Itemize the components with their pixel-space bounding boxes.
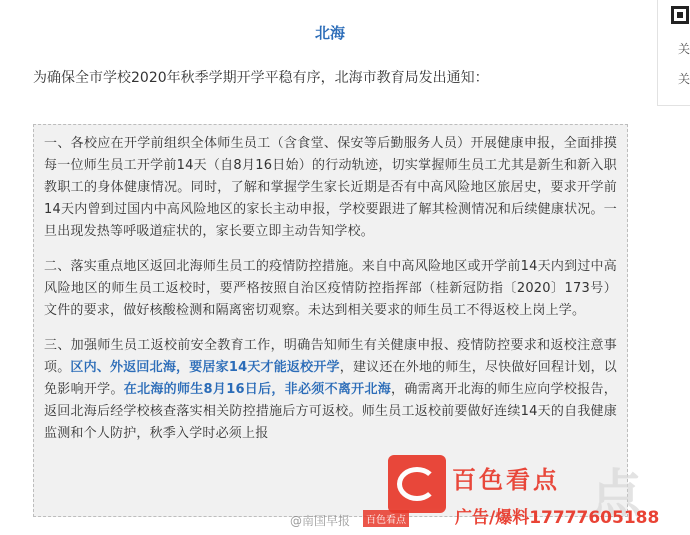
paragraph-text: ，建议还在外地的师生，尽快做好回程计划，以免影响开学。 bbox=[44, 360, 617, 397]
paragraph-text: 二、落实重点地区返回北海师生员工的疫情防控措施。来自中高风险地区或开学前14天内到过中高风险地区的师生员工返校时，要严格按照自治区疫情防控指挥部（桂新冠防指〔2020〕173号）文件的要求，做好核酸检测和隔离密切观察。未达到相关要求的师生员工不得返校上岗上学。 bbox=[44, 259, 617, 318]
qr-code-icon[interactable] bbox=[671, 6, 689, 24]
side-widget[interactable] bbox=[657, 0, 690, 106]
paragraph-text: 三、加强师生员工返校前安全教育工作，明确告知师生有关健康申报、疫情防控要求和返校注意事项。 bbox=[44, 338, 617, 375]
highlighted-text: 区内、外返回北海，要居家14天才能返校开学 bbox=[70, 360, 340, 375]
watermark-logo-icon bbox=[388, 455, 446, 513]
watermark-contact: 广告/爆料17777605188 bbox=[455, 508, 660, 528]
notice-paragraph bbox=[44, 335, 617, 445]
notice-paragraph bbox=[44, 133, 617, 243]
article-title: 北海 bbox=[314, 24, 345, 42]
watermark-account: @南国早报 bbox=[290, 514, 351, 528]
notice-paragraph bbox=[44, 256, 617, 322]
side-widget-line2: 关 bbox=[678, 72, 690, 86]
watermark-brand: 百色看点 bbox=[452, 466, 560, 494]
paragraph-text: ，确需离开北海的师生应向学校报告，返回北海后经学校核查落实相关防控措施后方可返校。师生员工返校前要做好连续14天的自我健康监测和个人防护，秋季入学时必须上报 bbox=[44, 382, 617, 441]
highlighted-text: 在北海的师生8月16日后，非必须不离开北海 bbox=[123, 382, 392, 397]
watermark-bg-char: 点 bbox=[590, 465, 643, 525]
watermark-small-logo: 百色看点 bbox=[363, 510, 409, 527]
paragraph-text: 一、各校应在开学前组织全体师生员工（含食堂、保安等后勤服务人员）开展健康申报，全面排摸每一位师生员工开学前14天（自8月16日始）的行动轨迹，切实掌握师生员工尤其是新生和新入职教职工的身体健康情况。同时，了解和掌握学生家长近期是否有中高风险地区旅居史，要求开学前14天内曾到过国内中高风险地区的家长主动申报，学校要跟进了解其检测情况和后续健康状况。一旦出现发热等呼吸道症状的，家长要立即主动告知学校。 bbox=[44, 136, 617, 239]
side-widget-line1: 关 bbox=[678, 42, 690, 56]
notice-box bbox=[33, 124, 628, 517]
article-intro: 为确保全市学校2020年秋季学期开学平稳有序，北海市教育局发出通知： bbox=[33, 70, 489, 86]
